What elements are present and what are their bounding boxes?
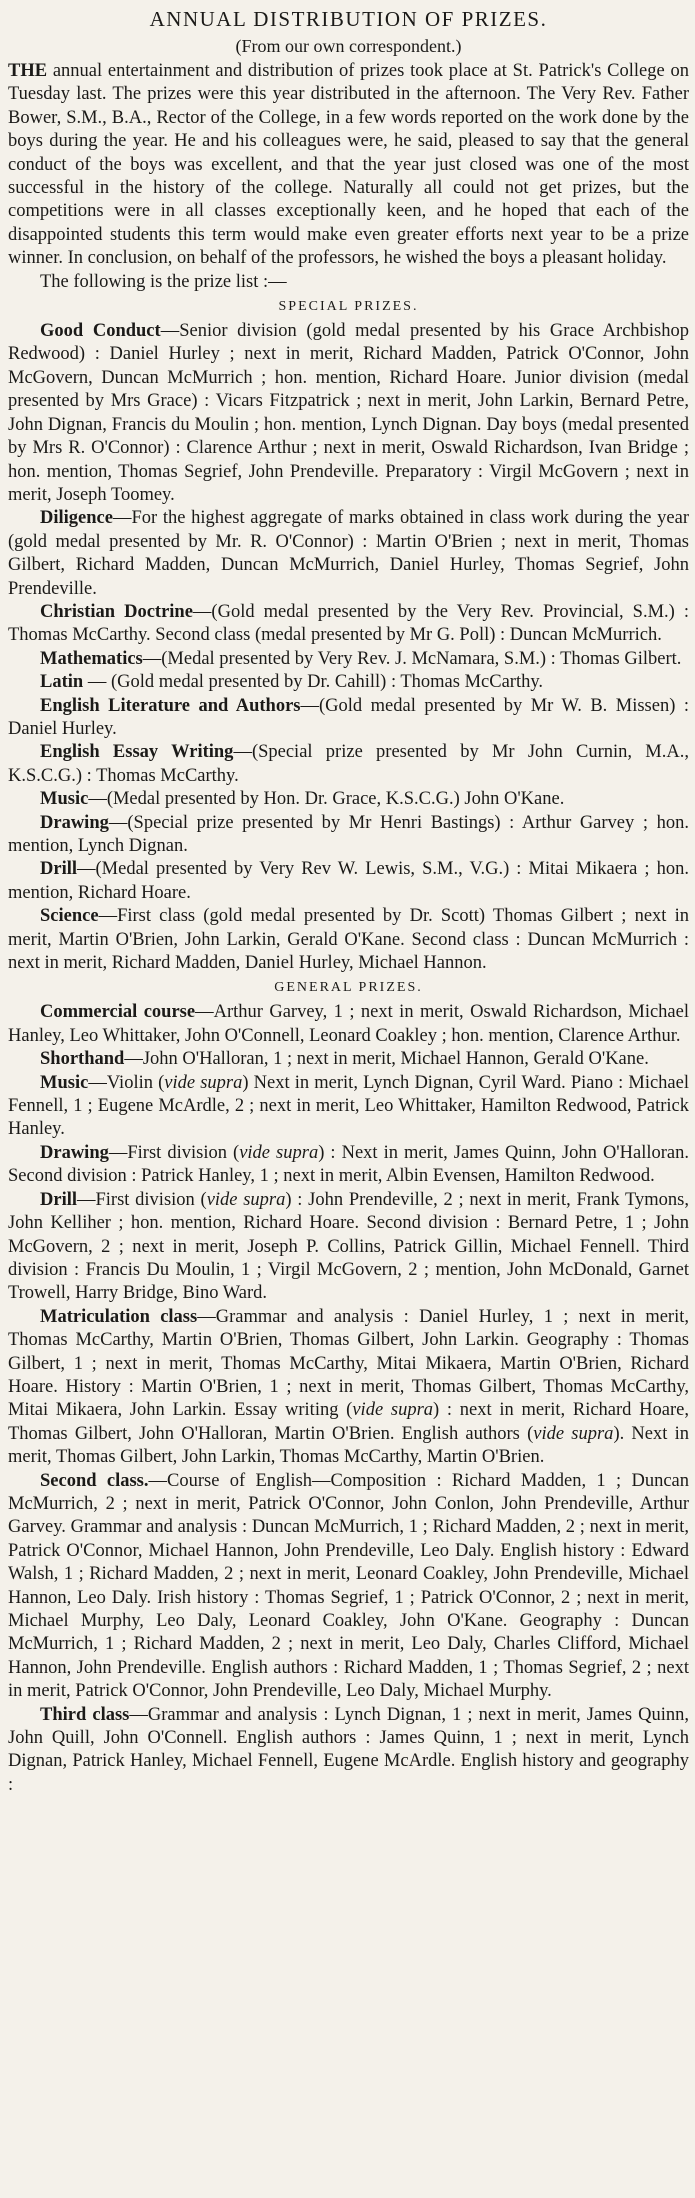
prize-winners: — (Gold medal presented by Dr. Cahill) : Thomas McCarthy. [83, 672, 544, 693]
prize-winners: —Senior division (gold medal presented by his Grace Archbishop Redwood) : Daniel Hurley ; next in merit, Richard Madden, Patrick O'Connor, John McGovern, Duncan McMurrich ; hon. mention, Richard Hoare. Junior division (medal presented by Mrs Grace) : Vicars Fitzpatrick ; next in merit, John Larkin, Bernard Petre, John Dignan, Francis du Moulin ; hon. mention, Lynch Dignan. Day boys (medal presented by Mrs R. O'Connor) : Clarence Arthur ; next in merit, Oswald Richardson, Ivan Bridge ; hon. mention, Thomas Segrief, John Prendeville. Preparatory : Virgil McGovern ; next in merit, Joseph Toomey. [8, 321, 689, 505]
prize-category: Mathematics [40, 648, 143, 669]
prize-entry [8, 320, 689, 507]
prize-category: Drawing [40, 812, 109, 833]
prize-entry [8, 1470, 689, 1704]
prize-winners: —Violin (vide supra) Next in merit, Lynch Dignan, Cyril Ward. Piano : Michael Fennell, 1 ; Eugene McArdle, 2 ; next in merit, Leo Whittaker, Hamilton Redwood, Patrick Hanley. [8, 1072, 689, 1140]
prize-category: Drill [40, 1189, 77, 1210]
prize-entry [8, 1001, 689, 1048]
prize-category: Third class [40, 1704, 130, 1725]
prize-winners: —Arthur Garvey, 1 ; next in merit, Oswald Richardson, Michael Hanley, Leo Whittaker, John O'Connell, Leonard Coakley ; hon. mention, Clarence Arthur. [8, 1002, 689, 1046]
prize-category: English Essay Writing [40, 742, 234, 763]
intro-paragraph [8, 60, 689, 271]
prize-entry [8, 1072, 689, 1142]
prize-entry [8, 671, 689, 694]
prize-winners: —Grammar and analysis : Lynch Dignan, 1 ; next in merit, James Quinn, John Quill, John O'Connell. English authors : James Quinn, 1 ; next in merit, Lynch Dignan, Patrick Hanley, Michael Fennell, Eugene McArdle. English history and geography : [8, 1704, 689, 1795]
prize-category: Diligence [40, 508, 113, 529]
prize-entry [8, 695, 689, 742]
prize-entry [8, 788, 689, 811]
prize-category: Commercial course [40, 1002, 196, 1023]
prize-category: Shorthand [40, 1049, 125, 1070]
article-subtitle: (From our own correspondent.) [235, 36, 462, 56]
prize-entry [8, 812, 689, 859]
vide-supra-note: vide supra [239, 1142, 319, 1163]
prize-entry [8, 601, 689, 648]
intro-text: annual entertainment and distribution of prizes took place at St. Patrick's College on Tuesday last. The prizes were this year distributed in the afternoon. The Very Rev. Father Bower, S.M., B.A., Rector of the College, in a few words reported on the work done by the boys during the year. He and his colleagues were, he said, pleased to say that the general conduct of the boys was excellent, and that the year just closed was one of the most successful in the history of the college. Naturally all could not get prizes, but the competitions were in all classes exceptionally keen, and he hoped that each of the disappointed students this term would make even greater efforts next year to be a prize winner. In conclusion, on behalf of the professors, he wished the boys a pleasant holiday. [8, 61, 689, 269]
prize-entry [8, 648, 689, 671]
general-prizes-heading: GENERAL PRIZES. [274, 980, 423, 996]
prize-list-intro: The following is the prize list :— [40, 271, 287, 292]
prize-winners: —First division (vide supra) : John Prendeville, 2 ; next in merit, Frank Tymons, John Kelliher ; hon. mention, Richard Hoare. Second division : Bernard Petre, 1 ; John McGovern, 2 ; next in merit, Joseph P. Collins, Patrick Gillin, Michael Fennell. Third division : Francis Du Moulin, 1 ; Virgil McGovern, 2 ; mention, John McDonald, Garnet Trowell, Harry Bridge, Bino Ward. [8, 1189, 689, 1304]
vide-supra-note: vide supra [352, 1400, 434, 1421]
general-prizes-list [8, 1001, 689, 1797]
prize-entry [8, 1306, 689, 1470]
prize-entry [8, 1189, 689, 1306]
prize-winners: —(Special prize presented by Mr John Curnin, M.A., K.S.C.G.) : Thomas McCarthy. [8, 742, 689, 786]
intro-lead: THE [8, 61, 48, 81]
article-title: ANNUAL DISTRIBUTION OF PRIZES. [149, 7, 548, 31]
prize-category: Music [40, 1072, 89, 1093]
prize-category: Latin [40, 672, 84, 693]
prize-category: English Literature and Authors [40, 695, 301, 716]
prize-winners: —Grammar and analysis : Daniel Hurley, 1 ; next in merit, Thomas McCarthy, Martin O'Brien, Thomas Gilbert, John Larkin. Geography : Thomas Gilbert, 1 ; next in merit, Thomas McCarthy, Mitai Mikaera, Martin O'Brien, Richard Hoare. History : Martin O'Brien, 1 ; next in merit, Thomas Gilbert, Thomas McCarthy, Mitai Mikaera, John Larkin. Essay writing (vide supra) : next in merit, Richard Hoare, Thomas Gilbert, John O'Halloran, Martin O'Brien. English authors (vide supra). Next in merit, Thomas Gilbert, John Larkin, Thomas McCarthy, Martin O'Brien. [8, 1306, 690, 1468]
prize-winners: —John O'Halloran, 1 ; next in merit, Michael Hannon, Gerald O'Kane. [124, 1049, 649, 1070]
prize-winners: —First division (vide supra) : Next in merit, James Quinn, John O'Halloran. Second division : Patrick Hanley, 1 ; next in merit, Albin Evensen, Hamilton Redwood. [8, 1142, 689, 1187]
prize-entry [8, 1142, 689, 1189]
prize-entry [8, 507, 689, 601]
special-prizes-list [8, 320, 689, 975]
prize-winners: —Course of English—Composition : Richard Madden, 1 ; Duncan McMurrich, 2 ; next in merit, Patrick O'Connor, John Conlon, John Prendeville, Arthur Garvey. Grammar and analysis : Duncan McMurrich, 1 ; Richard Madden, 2 ; next in merit, Patrick O'Connor, Michael Hannon, John Prendeville, Leo Daly. English history : Edward Walsh, 1 ; Richard Madden, 2 ; next in merit, Leonard Coakley, John Prendeville, Michael Hannon, Leo Daly. Irish history : Thomas Segrief, 1 ; Patrick O'Connor, 2 ; next in merit, Michael Murphy, Leo Daly, Leonard Coakley, John O'Kane. Geography : Duncan McMurrich, 1 ; Richard Madden, 2 ; next in merit, Leo Daly, Charles Clifford, Michael Hannon, John Prendeville. English authors : Richard Madden, 1 ; Thomas Segrief, 2 ; next in merit, Patrick O'Connor, John Prendeville, Leo Daly, Michael Murphy. [8, 1470, 689, 1702]
prize-entry [8, 1704, 689, 1798]
vide-supra-note: vide supra [164, 1072, 243, 1093]
prize-winners: —(Medal presented by Very Rev W. Lewis, S.M., V.G.) : Mitai Mikaera ; hon. mention, Richard Hoare. [8, 859, 689, 903]
prize-winners: —First class (gold medal presented by Dr. Scott) Thomas Gilbert ; next in merit, Martin O'Brien, John Larkin, Gerald O'Kane. Second class : Duncan McMurrich : next in merit, Richard Madden, Daniel Hurley, Michael Hannon. [8, 906, 689, 974]
vide-supra-note: vide supra [533, 1423, 614, 1444]
prize-category: Music [40, 789, 89, 810]
prize-category: Good Conduct [40, 321, 161, 342]
special-prizes-heading: SPECIAL PRIZES. [278, 299, 419, 315]
prize-entry [8, 905, 689, 975]
prize-category: Matriculation class [40, 1306, 198, 1327]
prize-winners: —(Medal presented by Very Rev. J. McNamara, S.M.) : Thomas Gilbert. [142, 648, 682, 669]
prize-category: Second class. [40, 1470, 149, 1491]
prize-winners: —(Gold medal presented by the Very Rev. Provincial, S.M.) : Thomas McCarthy. Second class (medal presented by Mr G. Poll) : Duncan McMurrich. [8, 601, 689, 646]
prize-winners: —(Medal presented by Hon. Dr. Grace, K.S.C.G.) John O'Kane. [88, 789, 565, 810]
prize-category: Science [40, 906, 99, 927]
prize-category: Drawing [40, 1142, 109, 1163]
prize-winners: —(Gold medal presented by Mr W. B. Missen) : Daniel Hurley. [8, 695, 690, 739]
prize-winners: —For the highest aggregate of marks obtained in class work during the year (gold medal presented by Mr. R. O'Connor) : Martin O'Brien ; next in merit, Thomas Gilbert, Richard Madden, Duncan McMurrich, Daniel Hurley, Thomas Segrief, John Prendeville. [8, 508, 689, 599]
vide-supra-note: vide supra [206, 1189, 286, 1210]
prize-entry [8, 858, 689, 905]
prize-entry [8, 1048, 689, 1071]
prize-category: Drill [40, 859, 77, 880]
prize-entry [8, 741, 689, 788]
prize-category: Christian Doctrine [40, 601, 193, 622]
prize-winners: —(Special prize presented by Mr Henri Bastings) : Arthur Garvey ; hon. mention, Lynch Dignan. [8, 812, 689, 856]
